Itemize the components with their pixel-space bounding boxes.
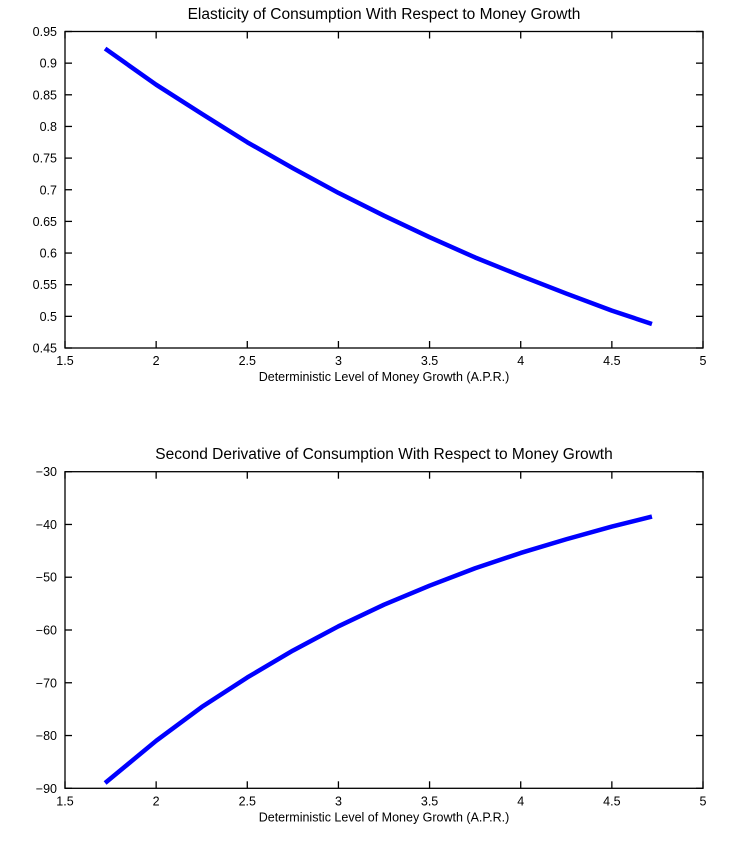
x-tick-label: 5	[699, 354, 707, 368]
chart-title: Elasticity of Consumption With Respect to Money Growth	[187, 6, 581, 23]
x-tick-label: 4	[517, 794, 525, 809]
y-tick-label: 0.85	[32, 88, 57, 103]
y-tick-label: −30	[35, 465, 57, 480]
x-tick-label: 4	[517, 354, 525, 368]
x-tick-label: 3	[334, 354, 342, 368]
y-tick-label: 0.55	[32, 278, 57, 293]
x-tick-label: 2.5	[238, 794, 256, 809]
y-tick-label: −90	[35, 781, 57, 796]
data-curve-second_derivative	[105, 517, 652, 783]
data-curve-elasticity	[105, 49, 652, 324]
x-tick-label: 1.5	[56, 794, 74, 809]
y-tick-label: 0.65	[32, 214, 57, 229]
y-tick-label: 0.95	[32, 25, 57, 39]
y-tick-label: 0.75	[32, 151, 57, 166]
y-tick-label: 0.45	[32, 341, 57, 356]
y-tick-label: 0.8	[39, 119, 57, 134]
y-tick-label: 0.6	[39, 246, 57, 261]
x-tick-label: 1.5	[56, 354, 74, 368]
y-tick-label: 0.5	[39, 309, 57, 324]
y-tick-label: −50	[35, 570, 57, 585]
x-tick-label: 2	[152, 354, 160, 368]
x-tick-label: 3.5	[420, 794, 439, 809]
y-tick-label: 0.9	[39, 56, 57, 71]
x-tick-label: 3.5	[420, 354, 439, 368]
y-tick-label: −70	[35, 676, 57, 691]
y-tick-label: −80	[35, 729, 57, 744]
x-tick-label: 2.5	[238, 354, 256, 368]
x-tick-label: 5	[699, 794, 707, 809]
plot-box	[65, 472, 703, 789]
x-axis-label: Deterministic Level of Money Growth (A.P.R.)	[258, 370, 510, 384]
x-tick-label: 2	[152, 794, 160, 809]
x-axis-label: Deterministic Level of Money Growth (A.P.R.)	[258, 810, 510, 825]
y-tick-label: −40	[35, 517, 57, 532]
y-tick-label: 0.7	[39, 183, 57, 198]
y-tick-label: −60	[35, 623, 57, 638]
plot-box	[65, 32, 703, 349]
x-tick-label: 4.5	[603, 794, 621, 809]
x-tick-label: 4.5	[603, 354, 621, 368]
x-tick-label: 3	[334, 794, 342, 809]
chart-title: Second Derivative of Consumption With Respect to Money Growth	[155, 446, 613, 463]
